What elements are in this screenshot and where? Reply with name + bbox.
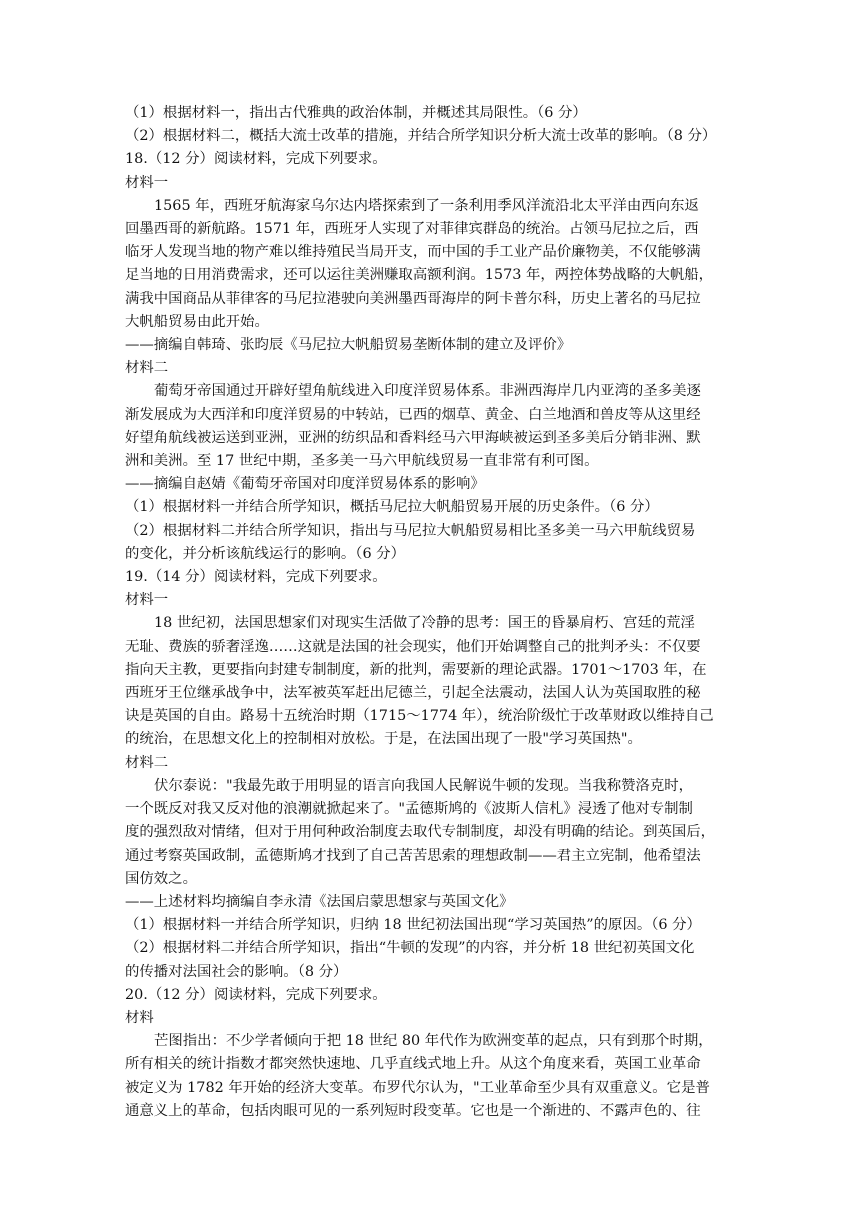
q18-material2-text (125, 380, 737, 473)
text-line: 葡萄牙帝国通过开辟好望角航线进入印度洋贸易体系。非洲西海岸几内亚湾的圣多美逐 (154, 383, 701, 400)
text-line: 通意义上的革命，包括肉眼可见的一系列短时段变革。它也是一个渐进的、不露声色的、往 (125, 1102, 701, 1119)
q18-material1-text (125, 195, 737, 334)
q18-sub2-cont: 的变化，并分析该航线运行的影响。（6 分） (125, 545, 405, 562)
text-line: 指向天主教，更要指向封建专制制度，新的批判，需要新的理论武器。1701～1703 年，在 (125, 661, 707, 678)
q19-material2-text (125, 775, 737, 891)
text-line: 足当地的日用消费需求，还可以运往美洲赚取高额利润。1573 年，两控体势战略的大帆船， (125, 267, 714, 284)
text-line: 度的强烈敌对情绪，但对于用何种政治制度去取代专制制度，却没有明确的结论。到英国后， (125, 824, 716, 841)
text-line: 洲和美洲。至 17 世纪中期，圣多美一马六甲航线贸易一直非常有利可图。 (125, 453, 599, 470)
q17-sub1: （1）根据材料一，指出古代雅典的政治体制，并概述其局限性。（6 分） (125, 105, 587, 121)
text-line: 1565 年，西班牙航海家乌尔达内塔探索到了一条利用季风洋流沿北太平洋由西向东返 (154, 197, 699, 214)
text-line: 西班牙王位继承战争中，法军被英军赶出尼德兰，引起全法震动，法国人认为英国取胜的秘 (125, 685, 701, 702)
q18-material1-title: 材料一 (125, 174, 169, 191)
q19-sub2: （2）根据材料二并结合所学知识，指出“牛顿的发现”的内容，并分析 18 世纪初英国文化 (125, 940, 695, 957)
q19-material2-title: 材料二 (125, 754, 169, 771)
q19-material1-text (125, 612, 737, 751)
text-line: 临牙人发现当地的物产难以维持殖民当局开支，而中国的手工业产品价廉物美，不仅能够满 (125, 244, 701, 261)
q19-header: 19.（14 分）阅读材料，完成下列要求。 (125, 569, 387, 586)
q17-sub2: （2）根据材料二，概括大流士改革的措施，并结合所学知识分析大流士改革的影响。（8 分） (125, 128, 717, 145)
text-line: 无耻、费族的骄奢淫逸……这就是法国的社会现实，他们开始调整自己的批判矛头：不仅要 (125, 638, 701, 655)
text-line: 诀是英国的自由。路易十五统治时期（1715～1774 年），统治阶级忙于改革财政以维持自己 (125, 708, 714, 725)
text-line: 大帆船贸易由此开始。 (125, 313, 269, 330)
q18-sub2: （2）根据材料二并结合所学知识，指出与马尼拉大帆船贸易相比圣多美一马六甲航线贸易 (125, 522, 696, 539)
text-line: 一个既反对我又反对他的浪潮就掀起来了。"孟德斯鸠的《波斯人信札》浸透了他对专制制 (125, 801, 693, 818)
text-line: 18 世纪初，法国思想家们对现实生活做了冷静的思考：国王的昏暴肩朽、宫廷的荒淫 (154, 615, 695, 632)
text-line: 通过考察英国政制，孟德斯鸠才找到了自己苦苦思索的理想政制——君主立宪制，他希望法 (125, 847, 701, 864)
q19-sub1: （1）根据材料一并结合所学知识，归纳 18 世纪初法国出现“学习英国热”的原因。（6 分） (125, 917, 701, 934)
exam-page (125, 102, 737, 1123)
q18-material2-source: ——摘编自赵婧《葡萄牙帝国对印度洋贸易体系的影响》 (125, 476, 485, 493)
text-line: 好望角航线被运送到亚洲，亚洲的纺织品和香料经马六甲海峡被运到圣多美后分销非洲、默 (125, 429, 701, 446)
q18-material2-title: 材料二 (125, 360, 169, 377)
q18-header: 18.（12 分）阅读材料，完成下列要求。 (125, 151, 387, 168)
text-line: 的统治，在思想文化上的控制相对放松。于是，在法国出现了一股"学习英国热"。 (125, 731, 642, 748)
q19-material1-title: 材料一 (125, 592, 169, 609)
text-line: 伏尔泰说："我最先敢于用明显的语言向我国人民解说牛顿的发现。当我称赞洛克时， (154, 777, 694, 794)
text-line: 满我中国商品从菲律客的马尼拉港驶向美洲墨西哥海岸的阿卡普尔科，历史上著名的马尼拉 (125, 290, 701, 307)
q20-header: 20.（12 分）阅读材料，完成下列要求。 (125, 986, 387, 1003)
text-line: 国仿效之。 (125, 870, 197, 887)
q20-material-title: 材料 (125, 1009, 154, 1026)
text-line: 回墨西哥的新航路。1571 年，西班牙人实现了对菲律宾群岛的统治。占领马尼拉之后，西 (125, 221, 699, 238)
q18-material1-source: ——摘编自韩琦、张昀辰《马尼拉大帆船贸易垄断体制的建立及评价》 (125, 337, 572, 354)
q18-sub1: （1）根据材料一并结合所学知识，概括马尼拉大帆船贸易开展的历史条件。（6 分） (125, 499, 659, 516)
q19-sub2-cont: 的传播对法国社会的影响。（8 分） (125, 963, 348, 980)
text-line: 渐发展成为大西洋和印度洋贸易的中转站，已西的烟草、黄金、白兰地酒和兽皮等从这里经 (125, 406, 701, 423)
text-line: 被定义为 1782 年开始的经济大变革。布罗代尔认为，"工业革命至少具有双重意义。它是普 (125, 1079, 710, 1096)
q20-material-text (125, 1030, 737, 1123)
q19-source: ——上述材料均摘编自李永清《法国启蒙思想家与英国文化》 (125, 893, 514, 910)
text-line: 所有相关的统计指数才都突然快速地、几乎直线式地上升。从这个角度来看，英国工业革命 (125, 1056, 701, 1073)
text-line: 芒图指出：不少学者倾向于把 18 世纪 80 年代作为欧洲变革的起点，只有到那个时期， (154, 1033, 713, 1050)
